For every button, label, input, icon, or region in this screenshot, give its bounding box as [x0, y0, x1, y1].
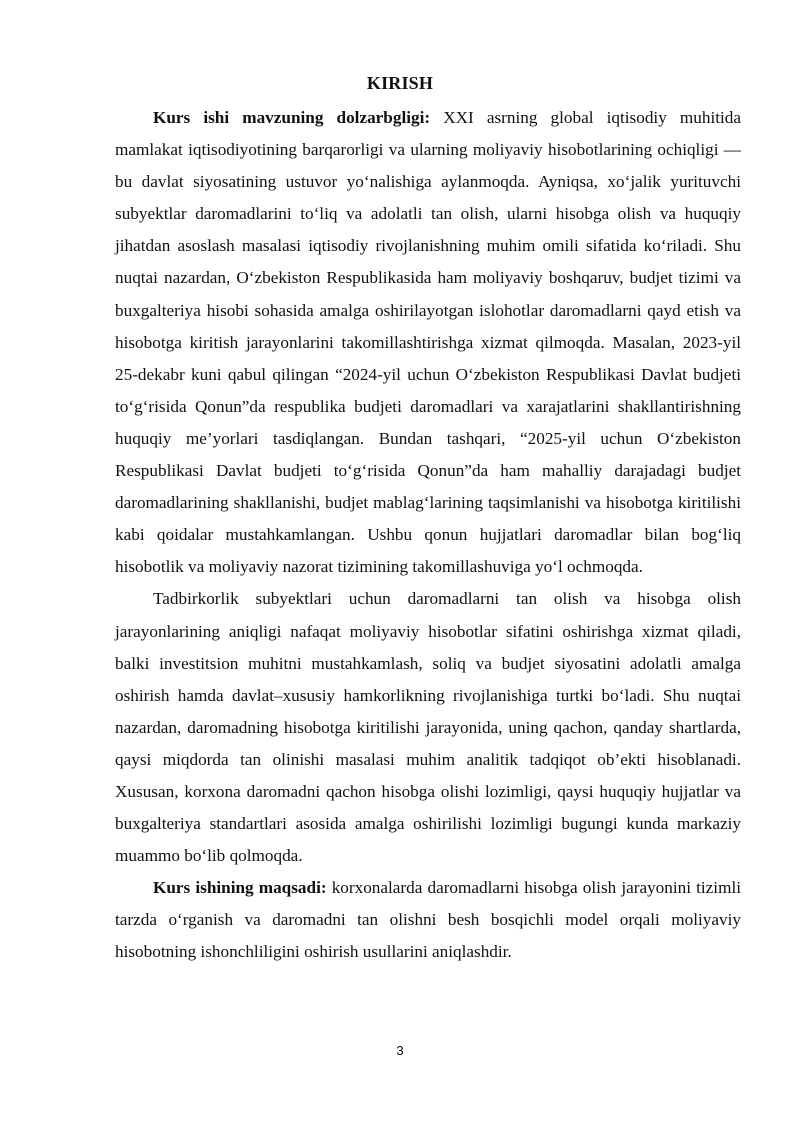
paragraph-text-context: Tadbirkorlik subyektlari uchun daromadlarni tan olish va hisobga olish jarayonlarining aniqligi nafaqat moliyaviy hisobotlar sifatini oshirishga xizmat qiladi, balki investitsion muhitni mustahkamlash, soliq va budjet siyosatini adolatli amalga oshirish hamda davlat–xususiy hamkorlikning rivojlanishiga turtki bo‘ladi. Shu nuqtai nazardan, daromadning hisobotga kiritilishi jarayonida, uning qachon, qanday shartlarda, qaysi miqdorda tan olinishi masalasi muhim analitik tadqiqot ob’ekti hisoblanadi. Xususan, korxona daromadni qachon hisobga olishi lozimligi, qaysi huquqiy hujjatlar va buxgalteriya standartlari asosida amalga oshirilishi lozimligi bugungi kunda markaziy muammo bo‘lib qolmoqda. — [115, 589, 741, 866]
paragraph-lead-relevance: Kurs ishi mavzuning dolzarbgligi: — [153, 108, 431, 127]
page-number: 3 — [396, 1043, 404, 1058]
section-heading: KIRISH — [366, 73, 434, 93]
paragraph-goal — [115, 872, 741, 968]
paragraph-lead-goal: Kurs ishining maqsadi: — [153, 878, 327, 898]
paragraph-text-goal: korxonalarda daromadlarni hisobga olish jarayonini tizimli tarzda o‘rganish va daromadni tan olishni besh bosqichli model orqali moliyaviy hisobotning ishonchliligini oshirish usullarini aniqlashdir. — [115, 878, 742, 962]
body-text — [115, 102, 741, 969]
paragraph-text-relevance: XXI asrning global iqtisodiy muhitida mamlakat iqtisodiyotining barqarorligi va ularning moliyaviy hisobotlarining ochiqligi — bu davlat siyosatining ustuvor yo‘nalishiga aylanmoqda. Ayniqsa, xo‘jalik yurituvchi subyektlar daromadlarini to‘liq va adolatli tan olish, ularni hisobga olish va huquqiy jihatdan asoslash masalasi iqtisodiy rivojlanishning muhim omili sifatida ko‘riladi. Shu nuqtai nazardan, O‘zbekiston Respublikasida ham moliyaviy boshqaruv, budjet tizimi va buxgalteriya hisobi sohasida amalga oshirilayotgan islohotlar daromadlarni qayd etish va hisobotga kiritish jarayonlarini takomillashtirishga xizmat qilmoqda. Masalan, 2023-yil 25-dekabr kuni qabul qilingan “2024-yil uchun O‘zbekiston Respublikasi Davlat budjeti to‘g‘risida Qonun”da respublika budjeti daromadlari va xarajatlarini shakllantirishning huquqiy me’yorlari tasdiqlangan. Bundan tashqari, “2025-yil uchun O‘zbekiston Respublikasi Davlat budjeti to‘g‘risida Qonun”da ham mahalliy darajadagi budjet daromadlarining shakllanishi, budjet mablag‘larining taqsimlanishi va hisobotga kiritilishi kabi qoidalar mustahkamlangan. Ushbu qonun hujjatlari daromadlar bilan bog‘liq hisobotlik va moliyaviy nazorat tizimining takomillashuviga yo‘l ochmoqda. — [115, 108, 741, 577]
paragraph-relevance — [115, 102, 741, 583]
paragraph-context — [115, 583, 741, 872]
